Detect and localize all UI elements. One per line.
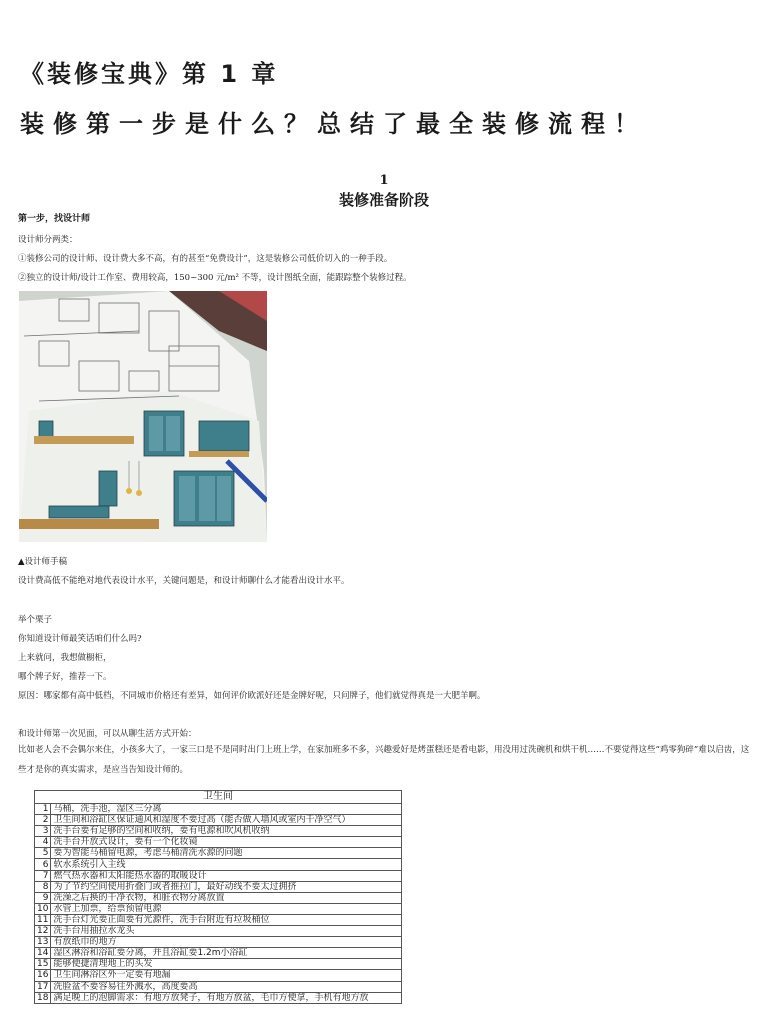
- photo-caption: ▲设计师手稿: [18, 557, 68, 567]
- table-row: [35, 970, 402, 981]
- designer-type-1: ①装修公司的设计师、设计费大多不高，有的甚至“免费设计”，这是装修公司低价切入的一种手段。: [18, 254, 393, 264]
- row-number: 2: [35, 815, 51, 826]
- table-row: [35, 937, 402, 948]
- table-row: [35, 981, 402, 992]
- row-text: 为了节约空间使用折叠门或者推拉门，最好动线不要太过拥挤: [51, 881, 402, 892]
- table-row: [35, 992, 402, 1003]
- section-number: 1: [379, 173, 389, 188]
- paragraph-first-meeting: 和设计师第一次见面，可以从聊生活方式开始：: [18, 729, 197, 739]
- row-number: 9: [35, 892, 51, 903]
- row-text: 软水系统引入主线: [51, 859, 402, 870]
- row-number: 12: [35, 926, 51, 937]
- table-row: [35, 926, 402, 937]
- row-number: 15: [35, 959, 51, 970]
- table-title: 卫生间: [35, 791, 402, 804]
- row-number: 3: [35, 826, 51, 837]
- row-number: 13: [35, 937, 51, 948]
- paragraph-lifestyle: 比如老人会不会偶尔来住，小孩多大了，一家三口是不是同时出门上班上学，在家加班多不多，兴趣爱好是烤蛋糕还是看电影，用没用过洗碗机和烘干机……不要觉得这些“鸡零狗碎”难以启齿，这些才是你的真实需求，是应当告知设计师的。: [18, 745, 750, 775]
- table-row: [35, 870, 402, 881]
- table-row: [35, 859, 402, 870]
- row-number: 14: [35, 948, 51, 959]
- row-number: 17: [35, 981, 51, 992]
- sketch-illustration: [19, 291, 267, 542]
- row-text: 燃气热水器和太阳能热水器的取暖设计: [51, 870, 402, 881]
- row-number: 16: [35, 970, 51, 981]
- row-text: 卫生间淋浴区外一定要有地漏: [51, 970, 402, 981]
- row-text: 卫生间和浴缸区保证通风和湿度不要过高（能否做入墙风或室内干净空气）: [51, 815, 402, 826]
- row-text: 洗手台灯光要正面要有光源件，洗手台附近有垃圾桶位: [51, 914, 402, 925]
- row-text: 要为智能马桶留电源，考虑马桶清洗水源的问题: [51, 848, 402, 859]
- paragraph-reason: 原因：哪家都有高中低档，不同城市价格还有差异，如何评价欧派好还是金牌好呢，只问牌子，他们就觉得真是一大肥羊啊。: [18, 691, 486, 701]
- paragraph-question: 你知道设计师最笑话咱们什么吗?: [18, 634, 142, 644]
- section-title: 装修准备阶段: [338, 191, 429, 209]
- row-text: 洗手台要有足够的空间和收纳，要有电源和吹风机收纳: [51, 826, 402, 837]
- chapter-title: 《装修宝典》第 1 章: [20, 60, 279, 88]
- table-row: [35, 848, 402, 859]
- step-heading: 第一步，找设计师: [18, 214, 91, 224]
- row-number: 1: [35, 804, 51, 815]
- designer-sketch-photo: [19, 291, 267, 542]
- row-number: 7: [35, 870, 51, 881]
- designer-types-intro: 设计师分两类：: [18, 235, 78, 245]
- row-text: 马桶，洗手池，湿区三分离: [51, 804, 402, 815]
- row-number: 10: [35, 903, 51, 914]
- designer-type-2: ②独立的设计师/设计工作室、费用较高，150~300 元/m² 不等，设计图纸全面，能跟踪整个装修过程。: [18, 273, 412, 283]
- row-text: 能够便捷清理地上的头发: [51, 959, 402, 970]
- row-number: 11: [35, 914, 51, 925]
- paragraph-example-title: 举个栗子: [18, 615, 53, 625]
- row-text: 水管上加票，给票预留电源: [51, 903, 402, 914]
- paragraph-brand: 哪个牌子好，推荐一下。: [18, 672, 112, 682]
- row-text: 满足晚上的泡脚需求：有地方放凳子，有地方放盆，毛巾方便拿，手机有地方放: [51, 992, 402, 1003]
- table-row: [35, 959, 402, 970]
- row-number: 18: [35, 992, 51, 1003]
- table-row: [35, 892, 402, 903]
- paragraph-cabinet: 上来就问，我想做橱柜，: [18, 653, 112, 663]
- row-text: 湿区淋浴和浴缸要分离，并且浴缸要1.2m小浴缸: [51, 948, 402, 959]
- row-text: 洗澡之后换的干净衣物，和脏衣物分离放置: [51, 892, 402, 903]
- table-row: [35, 815, 402, 826]
- table-row: [35, 826, 402, 837]
- article-title: 装修第一步是什么？总结了最全装修流程！: [20, 110, 647, 138]
- table-row: [35, 903, 402, 914]
- row-text: 洗手台用抽拉水龙头: [51, 926, 402, 937]
- bathroom-requirements-table: [34, 790, 402, 1004]
- table-row: [35, 837, 402, 848]
- table-row: [35, 804, 402, 815]
- row-number: 5: [35, 848, 51, 859]
- row-text: 洗脸盆不要容易往外溅水，高度要高: [51, 981, 402, 992]
- row-number: 6: [35, 859, 51, 870]
- table-row: [35, 948, 402, 959]
- table-row: [35, 914, 402, 925]
- row-text: 有放纸巾的地方: [51, 937, 402, 948]
- row-text: 洗手台开放式设计，要有一个化妆镜: [51, 837, 402, 848]
- table-row: [35, 881, 402, 892]
- row-number: 8: [35, 881, 51, 892]
- paragraph-design-fee: 设计费高低不能绝对地代表设计水平，关键问题是，和设计师聊什么才能看出设计水平。: [18, 576, 350, 586]
- row-number: 4: [35, 837, 51, 848]
